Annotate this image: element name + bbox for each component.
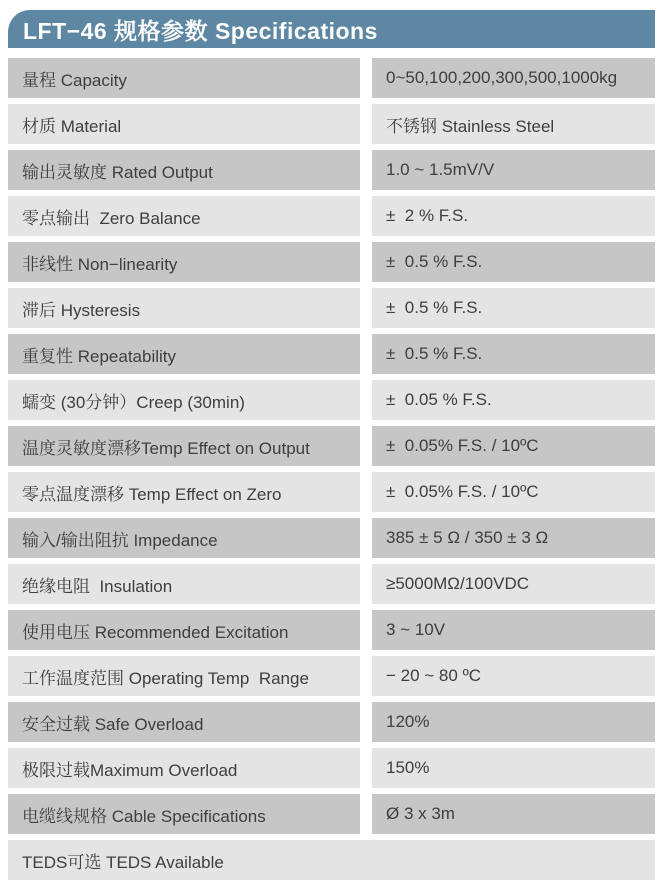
spec-value: 150% — [372, 748, 655, 788]
spec-label: 工作温度范围 Operating Temp Range — [8, 656, 360, 696]
table-row — [8, 380, 655, 420]
spec-value: 120% — [372, 702, 655, 742]
table-row — [8, 472, 655, 512]
table-row — [8, 150, 655, 190]
spec-value: 0~50,100,200,300,500,1000kg — [372, 58, 655, 98]
table-row — [8, 794, 655, 834]
spec-value: − 20 ~ 80 ºC — [372, 656, 655, 696]
table-row — [8, 426, 655, 466]
spec-value: ≥5000MΩ/100VDC — [372, 564, 655, 604]
spec-value: ± 0.05% F.S. / 10ºC — [372, 472, 655, 512]
spec-label: 零点温度漂移 Temp Effect on Zero — [8, 472, 360, 512]
table-row — [8, 564, 655, 604]
spec-label: 蠕变 (30分钟）Creep (30min) — [8, 380, 360, 420]
spec-table — [8, 58, 655, 880]
table-row — [8, 610, 655, 650]
spec-value: ± 2 % F.S. — [372, 196, 655, 236]
spec-value: 3 ~ 10V — [372, 610, 655, 650]
table-row — [8, 656, 655, 696]
spec-label: 非线性 Non−linearity — [8, 242, 360, 282]
spec-label: 安全过载 Safe Overload — [8, 702, 360, 742]
spec-label: 重复性 Repeatability — [8, 334, 360, 374]
table-row — [8, 840, 655, 880]
table-row — [8, 702, 655, 742]
spec-label: 极限过载Maximum Overload — [8, 748, 360, 788]
spec-value: ± 0.05% F.S. / 10ºC — [372, 426, 655, 466]
spec-label: 量程 Capacity — [8, 58, 360, 98]
spec-label: 输出灵敏度 Rated Output — [8, 150, 360, 190]
spec-value: ± 0.5 % F.S. — [372, 288, 655, 328]
table-row — [8, 288, 655, 328]
table-row — [8, 196, 655, 236]
spec-label: 材质 Material — [8, 104, 360, 144]
spec-label: 滞后 Hysteresis — [8, 288, 360, 328]
table-row — [8, 334, 655, 374]
spec-label: 使用电压 Recommended Excitation — [8, 610, 360, 650]
spec-label: TEDS可选 TEDS Available — [8, 840, 655, 880]
spec-label: 绝缘电阻 Insulation — [8, 564, 360, 604]
spec-value: ± 0.05 % F.S. — [372, 380, 655, 420]
table-row — [8, 518, 655, 558]
section-header — [8, 10, 655, 48]
spec-value: 1.0 ~ 1.5mV/V — [372, 150, 655, 190]
page-title: LFT−46 规格参数 Specifications — [23, 17, 378, 44]
spec-value: ± 0.5 % F.S. — [372, 334, 655, 374]
spec-label: 温度灵敏度漂移Temp Effect on Output — [8, 426, 360, 466]
table-row — [8, 242, 655, 282]
spec-value: 不锈钢 Stainless Steel — [372, 104, 655, 144]
spec-value: 385 ± 5 Ω / 350 ± 3 Ω — [372, 518, 655, 558]
spec-value: ± 0.5 % F.S. — [372, 242, 655, 282]
table-row — [8, 104, 655, 144]
table-row — [8, 58, 655, 98]
spec-label: 零点输出 Zero Balance — [8, 196, 360, 236]
spec-label: 输入/输出阻抗 Impedance — [8, 518, 360, 558]
spec-label: 电缆线规格 Cable Specifications — [8, 794, 360, 834]
table-row — [8, 748, 655, 788]
spec-value: Ø 3 x 3m — [372, 794, 655, 834]
